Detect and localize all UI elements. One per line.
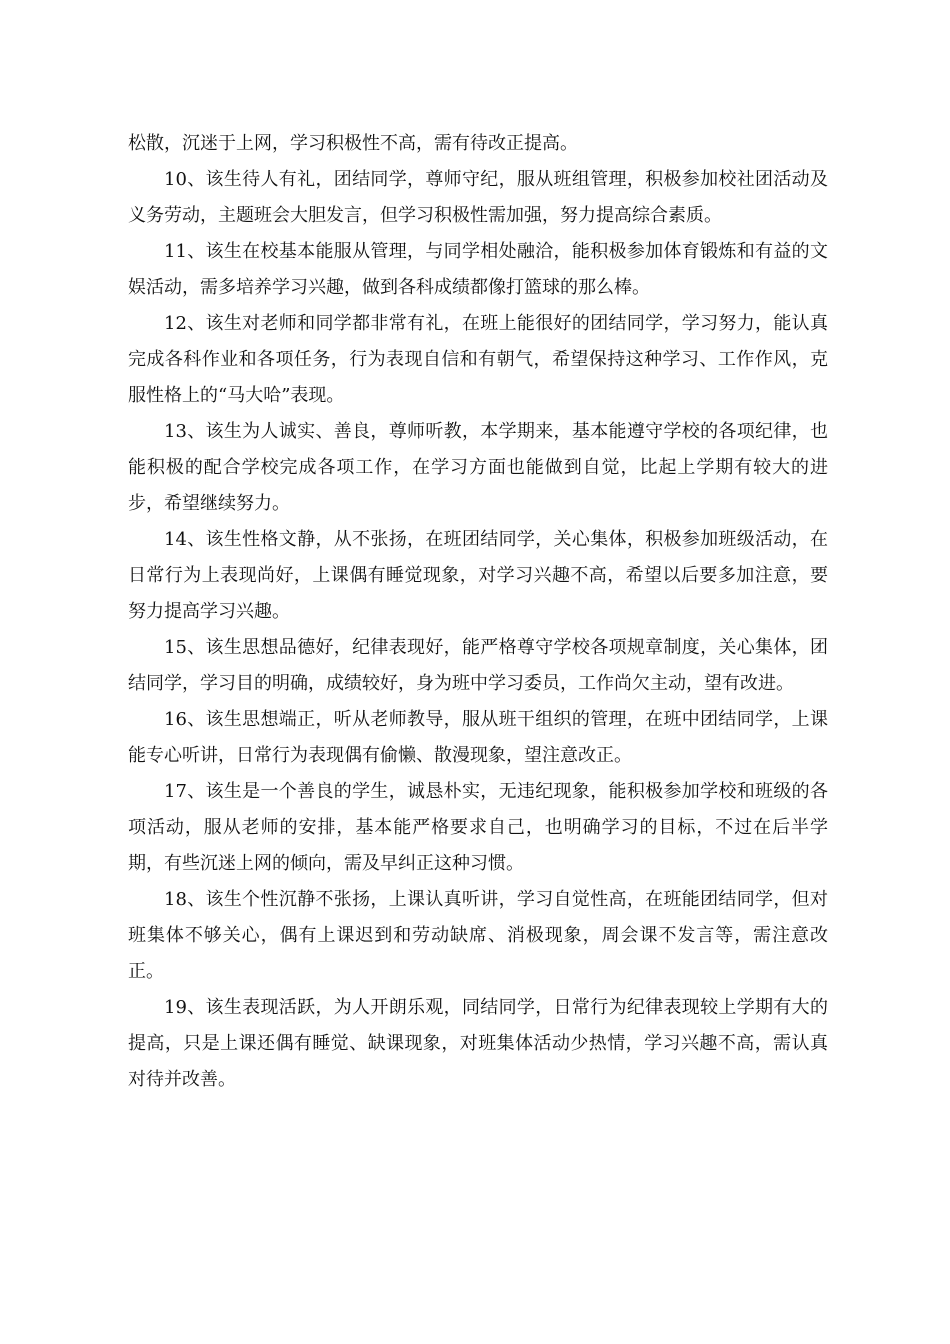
paragraph-comment-10: 10、该生待人有礼，团结同学，尊师守纪，服从班组管理，积极参加校社团活动及义务劳动，主题班会大胆发言，但学习积极性需加强，努力提高综合素质。 <box>128 169 828 226</box>
paragraph-comment-13: 13、该生为人诚实、善良，尊师听教，本学期来，基本能遵守学校的各项纪律，也能积极的配合学校完成各项工作，在学习方面也能做到自觉，比起上学期有较大的进步，希望继续努力。 <box>128 421 828 514</box>
document-body <box>128 126 828 1098</box>
paragraph-comment-11: 11、该生在校基本能服从管理，与同学相处融洽，能积极参加体育锻炼和有益的文娱活动，需多培养学习兴趣，做到各科成绩都像打篮球的那么棒。 <box>128 241 828 298</box>
paragraph-comment-19: 19、该生表现活跃，为人开朗乐观，同结同学，日常行为纪律表现较上学期有大的提高，只是上课还偶有睡觉、缺课现象，对班集体活动少热情，学习兴趣不高，需认真对待并改善。 <box>128 997 828 1090</box>
paragraph-comment-18: 18、该生个性沉静不张扬，上课认真听讲，学习自觉性高，在班能团结同学，但对班集体不够关心，偶有上课迟到和劳动缺席、消极现象，周会课不发言等，需注意改正。 <box>128 889 828 982</box>
paragraph-continuation: 松散，沉迷于上网，学习积极性不高，需有待改正提高。 <box>128 133 578 154</box>
paragraph-comment-15: 15、该生思想品德好，纪律表现好，能严格尊守学校各项规章制度，关心集体，团结同学，学习目的明确，成绩较好，身为班中学习委员，工作尚欠主动，望有改进。 <box>128 637 828 694</box>
paragraph-comment-17: 17、该生是一个善良的学生，诚恳朴实，无违纪现象，能积极参加学校和班级的各项活动，服从老师的安排，基本能严格要求自己，也明确学习的目标，不过在后半学期，有些沉迷上网的倾向，需及早纠正这种习惯。 <box>128 781 828 874</box>
paragraph-comment-14: 14、该生性格文静，从不张扬，在班团结同学，关心集体，积极参加班级活动，在日常行为上表现尚好，上课偶有睡觉现象，对学习兴趣不高，希望以后要多加注意，要努力提高学习兴趣。 <box>128 529 828 622</box>
paragraph-comment-16: 16、该生思想端正，听从老师教导，服从班干组织的管理，在班中团结同学，上课能专心听讲，日常行为表现偶有偷懒、散漫现象，望注意改正。 <box>128 709 828 766</box>
paragraph-comment-12: 12、该生对老师和同学都非常有礼，在班上能很好的团结同学，学习努力，能认真完成各科作业和各项任务，行为表现自信和有朝气，希望保持这种学习、工作作风，克服性格上的“马大哈”表现。 <box>128 313 828 406</box>
